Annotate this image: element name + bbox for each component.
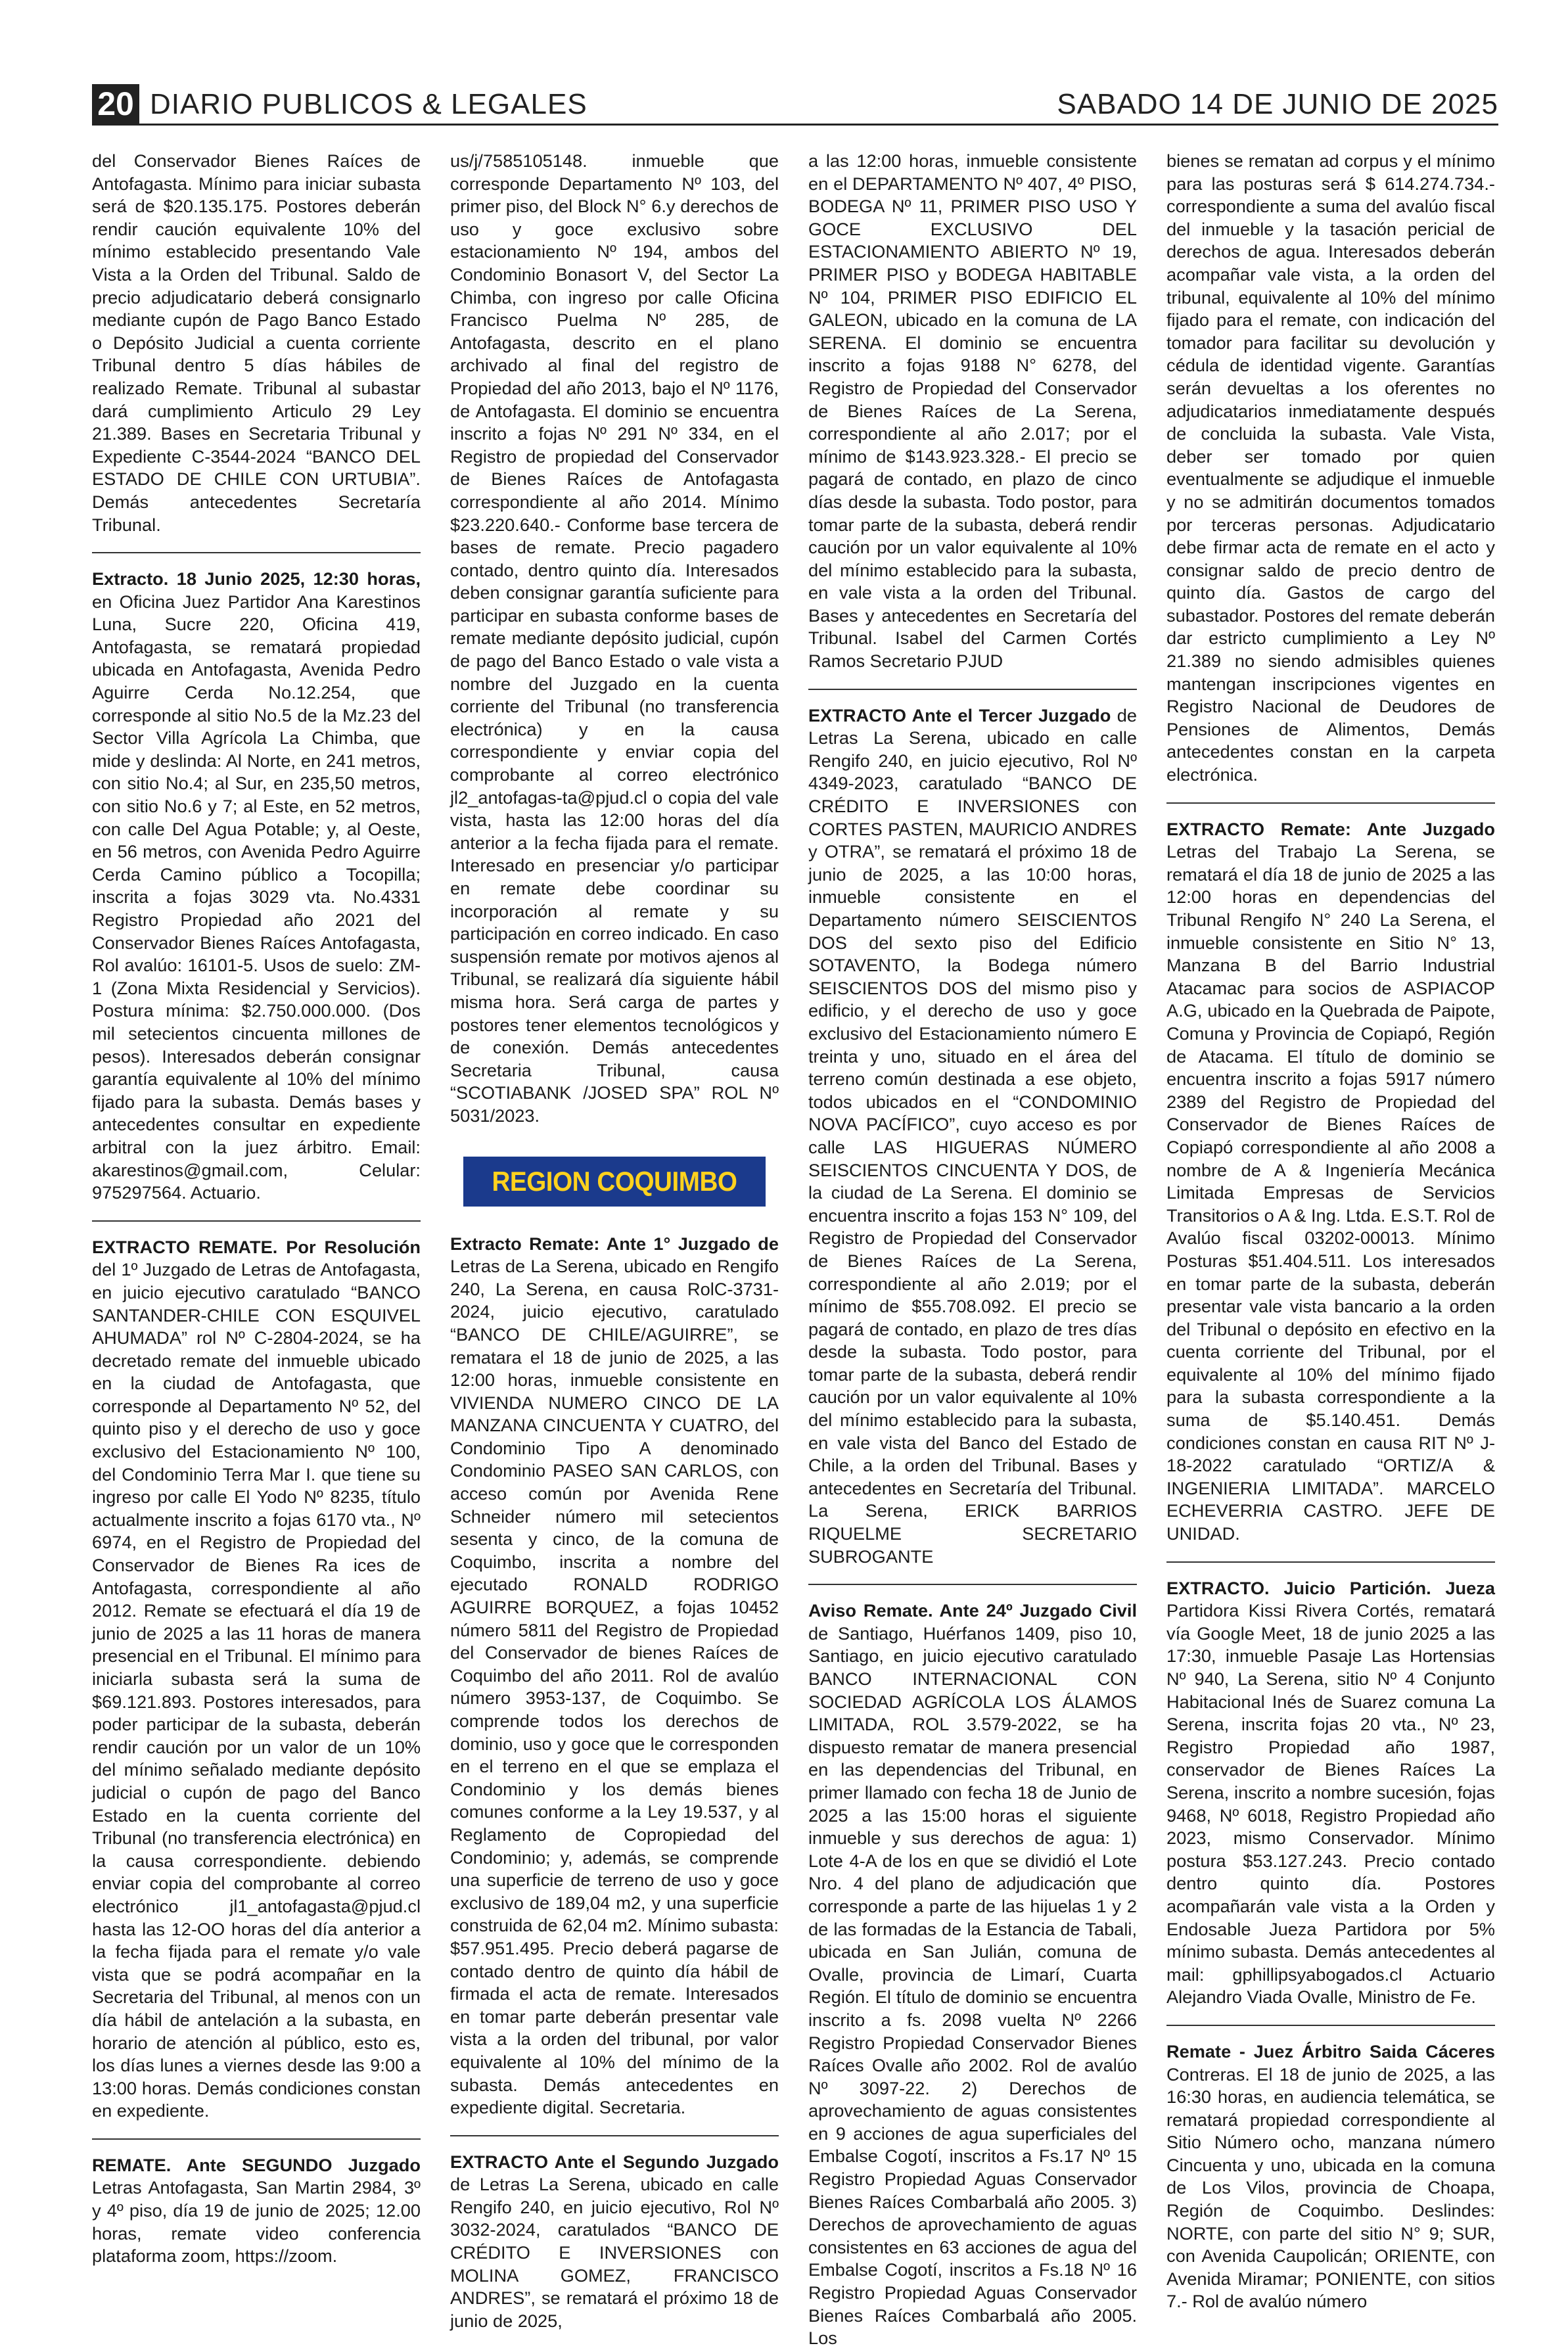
legal-notice: REMATE. Ante SEGUNDO Juzgado Letras Antofagasta, San Martin 2984, 3º y 4º piso, día 19 de junio de 2025; 12.00 horas, remate video conferencia plataforma zoom, https://zoom.	[92, 2154, 421, 2267]
legal-notice: a las 12:00 horas, inmueble consistente en el DEPARTAMENTO Nº 407, 4º PISO, BODEGA Nº 11, PRIMER PISO USO Y GOCE EXCLUSIVO DEL ESTACIONAMIENTO ABIERTO Nº 19, PRIMER PISO y BODEGA HABITABLE Nº 104, PRIMER PISO EDIFICIO EL GALEON, ubicado en la comuna de LA SERENA. El dominio se encuentra inscrito a fojas 9188 N° 6278, del Registro de Propiedad del Conservador de Bienes Raíces de La Serena, correspondiente al año 2.017; por el mínimo de $143.923.328.- El precio se pagará de contado, en plazo de cinco días desde la subasta. Todo postor, para tomar parte de la subasta, deberá rendir caución por un valor equivalente al 10% del mínimo establecido para la subasta, en vale vista a la orden del Tribunal. Bases y antecedentes en Secretaría del Tribunal. Isabel del Carmen Cortés Ramos Secretario PJUD	[808, 150, 1137, 672]
notice-divider	[92, 552, 421, 553]
region-banner: REGION COQUIMBO	[463, 1157, 766, 1207]
header-divider	[92, 124, 1498, 126]
notice-divider	[1166, 2025, 1495, 2026]
notice-heading: Extracto Remate: Ante 1° Juzgado de	[450, 1233, 779, 1254]
notice-heading: EXTRACTO Ante el Segundo Juzgado	[450, 2151, 779, 2172]
legal-notice: EXTRACTO REMATE. Por Resolución del 1º Juzgado de Letras de Antofagasta, en juicio ejecutivo caratulado “BANCO SANTANDER-CHILE CON ESQUIVEL AHUMADA” rol Nº C-2804-2024, se ha decretado remate del inmueble ubicado en la ciudad de Antofagasta, que corresponde al Departamento Nº 52, del quinto piso y el derecho de uso y goce exclusivo del Estacionamiento Nº 100, del Condominio Terra Mar I. que tiene su ingreso por calle El Yodo Nº 8235, título actualmente inscrito a fojas 6170 vta., Nº 6974, en el Registro de Propiedad del Conservador de Bienes Ra ices de Antofagasta, correspondiente al año 2012. Remate se efectuará el día 19 de junio de 2025 a las 11 horas de manera presencial en el Tribunal. El mínimo para iniciarla subasta será la suma de $69.121.893. Postores interesados, para poder participar de la subasta, deberán rendir caución por un valor de un 10% del mínimo señalado mediante depósito judicial o cupón de pago del Banco Estado en la cuenta corriente del Tribunal (no transferencia electrónica) en la causa correspondiente. debiendo enviar copia del comprobante al correo electrónico jl1_antofagasta@pjud.cl hasta las 12-OO horas del día anterior a la fecha fijada para el remate y/o vale vista que se podrá acompañar en la Secretaria del Tribunal, al menos con un día hábil de antelación a la subasta, en horario de atención al público, esto es, los días lunes a viernes desde las 9:00 a 13:00 horas. Demás condiciones constan en expediente.	[92, 1236, 421, 2121]
legal-notice: Aviso Remate. Ante 24º Juzgado Civil de Santiago, Huérfanos 1409, piso 10, Santiago, en juicio ejecutivo caratulado BANCO INTERNACIONAL CON SOCIEDAD AGRÍCOLA LOS ÁLAMOS LIMITADA, ROL 3.579-2022, se ha dispuesto rematar de manera presencial en las dependencias del Tribunal, en primer llamado con fecha 18 de Junio de 2025 a las 15:00 horas el siguiente inmueble y sus derechos de agua: 1) Lote 4-A de los en que se dividió el Lote Nro. 4 del plano de adjudicación que corresponde a parte de las hijuelas 1 y 2 de las formadas de la Estancia de Tabali, ubicada en San Julián, comuna de Ovalle, provincia de Limarí, Cuarta Región. El título de dominio se encuentra inscrito a fs. 2098 vuelta Nº 2266 Registro Propiedad Conservador Bienes Raíces Ovalle año 2002. Rol de avalúo Nº 3097-22. 2) Derechos de aprovechamiento de aguas consistentes en 9 acciones de agua superficiales del Embalse Cogotí, inscritos a Fs.17 Nº 15 Registro Propiedad Aguas Conservador Bienes Raíces Combarbalá año 2005. 3) Derechos de aprovechamiento de aguas consistentes en 63 acciones de agua del Embalse Cogotí, inscritos a Fs.18 Nº 16 Registro Propiedad Aguas Conservador Bienes Raíces Combarbalá año 2005. Los	[808, 1600, 1137, 2349]
notice-divider	[808, 1584, 1137, 1585]
legal-notice: Extracto. 18 Junio 2025, 12:30 horas, en Oficina Juez Partidor Ana Karestinos Luna, Sucre 220, Oficina 419, Antofagasta, se rematará propiedad ubicada en Antofagasta, Avenida Pedro Aguirre Cerda No.12.254, que corresponde al sitio No.5 de la Mz.23 del Sector Villa Agrícola La Chimba, que mide y deslinda: Al Norte, en 241 metros, con sitio No.4; al Sur, en 235,50 metros, con sitio No.6 y 7; al Este, en 52 metros, con calle Del Agua Potable; y, al Oeste, en 56 metros, con Avenida Pedro Aguirre Cerda Camino público a Tocopilla; inscrita a fojas 3029 vta. No.4331 Registro Propiedad año 2021 del Conservador Bienes Raíces Antofagasta, Rol avalúo: 16101-5. Usos de suelo: ZM-1 (Zona Mixta Residencial y Servicios). Postura mínima: $2.750.000.000. (Dos mil setecientos cincuenta millones de pesos). Interesados deberán consignar garantía equivalente al 10% del mínimo fijado para la subasta. Demás bases y antecedentes consultar en expediente arbitral con la juez árbitro. Email: akarestinos@gmail.com, Celular: 975297564. Actuario.	[92, 568, 421, 1203]
column-3	[808, 150, 1137, 2349]
column-4	[1166, 150, 1495, 2312]
notice-divider	[92, 1220, 421, 1222]
legal-notice: EXTRACTO Ante el Segundo Juzgado de Letras La Serena, ubicado en calle Rengifo 240, en juicio ejecutivo, Rol Nº 3032-2024, caratulados “BANCO DE CRÉDITO E INVERSIONES con MOLINA GOMEZ, FRANCISCO ANDRES”, se rematará el próximo 18 de junio de 2025,	[450, 2151, 779, 2331]
legal-notice: Remate - Juez Árbitro Saida Cáceres Contreras. El 18 de junio de 2025, a las 16:30 horas, en audiencia telemática, se rematará propiedad correspondiente al Sitio Número ocho, manzana número Cincuenta y uno, ubicada en la comuna de Los Vilos, provincia de Choapa, Región de Coquimbo. Deslindes: NORTE, con parte del sitio N° 9; SUR, con Avenida Caupolicán; ORIENTE, con Avenida Miramar; PONIENTE, con sitios 7.- Rol de avalúo número	[1166, 2040, 1495, 2312]
notice-heading: REMATE. Ante SEGUNDO Juzgado	[92, 2154, 421, 2175]
legal-notice: us/j/7585105148. inmueble que corresponde Departamento Nº 103, del primer piso, del Block N° 6.y derechos de uso y goce exclusivo sobre estacionamiento Nº 194, ambos del Condominio Bonasort V, del Sector La Chimba, con ingreso por calle Oficina Francisco Puelma Nº 285, de Antofagasta, descrito en el plano archivado al final del registro de Propiedad del año 2013, bajo el Nº 1176, de Antofagasta. El dominio se encuentra inscrito a fojas Nº 291 Nº 334, en el Registro de propiedad del Conservador de Bienes Raíces de Antofagasta correspondiente al año 2014. Mínimo $23.220.640.- Conforme base tercera de bases de remate. Precio pagadero contado, dentro quinto día. Interesados deben consignar garantía suficiente para participar en subasta conforme bases de remate mediante depósito judicial, cupón de pago del Banco Estado o vale vista a nombre del Juzgado en la cuenta corriente del Tribunal (no transferencia electrónica) y en la causa correspondiente y enviar copia del comprobante al correo electrónico jl2_antofagas-ta@pjud.cl o copia del vale vista, hasta las 12:00 horas del día anterior a la fecha fijada para el remate. Interesado en presenciar y/o participar en remate debe coordinar su incorporación al remate y su participación en correo indicado. En caso suspensión remate por motivos ajenos al Tribunal, se realizará día siguiente hábil misma hora. Será carga de partes y postores tener elementos tecnológicos y de conexión. Demás antecedentes Secretaria Tribunal, causa “SCOTIABANK /JOSED SPA” ROL Nº 5031/2023.	[450, 150, 779, 1126]
column-2	[450, 150, 779, 2331]
notice-heading: Extracto. 18 Junio 2025, 12:30 horas,	[92, 568, 421, 589]
column-1	[92, 150, 421, 2286]
notice-heading: Remate - Juez Árbitro Saida Cáceres	[1166, 2040, 1495, 2062]
publication-date: SABADO 14 DE JUNIO DE 2025	[1057, 88, 1498, 120]
notice-heading: EXTRACTO. Juicio Partición. Jueza	[1166, 1577, 1495, 1598]
notice-divider	[808, 689, 1137, 690]
page-number: 20	[92, 84, 139, 124]
notice-divider	[92, 2138, 421, 2140]
notice-divider	[450, 2135, 779, 2136]
notice-heading: Aviso Remate. Ante 24º Juzgado Civil	[808, 1600, 1137, 1621]
notice-divider	[1166, 802, 1495, 804]
legal-notice: bienes se rematan ad corpus y el mínimo para las posturas será $ 614.274.734.- correspondiente a suma del avalúo fiscal del inmueble y la tasación pericial de derechos de agua. Interesados deberán acompañar vale vista, a la orden del tribunal, equivalente al 10% del mínimo fijado para el remate, con indicación del tomador para facilitar su devolución y cédula de identidad vigente. Garantías serán devueltas a los oferentes no adjudicatarios inmediatamente después de concluida la subasta. Vale Vista, deber ser tomado por quien eventualmente se adjudique el inmueble y no se admitirán documentos tomados por terceras personas. Adjudicatario debe firmar acta de remate en el acto y consignar saldo de precio dentro de quinto día. Gastos de cargo del subastador. Postores del remate deberán dar estricto cumplimiento a Ley Nº 21.389 no siendo admisibles quienes mantengan inscripciones vigentes en Registro Nacional de Deudores de Pensiones de Alimentos, Demás antecedentes constan en la carpeta electrónica.	[1166, 150, 1495, 785]
notice-divider	[1166, 1561, 1495, 1563]
legal-notice: EXTRACTO. Juicio Partición. Jueza Partidora Kissi Rivera Cortés, rematará vía Google Meet, 18 de junio 2025 a las 17:30, inmueble Pasaje Las Hortensias Nº 940, La Serena, sitio Nº 4 Conjunto Habitacional Inés de Suarez comuna La Serena, inscrita fojas 20 vta., Nº 23, Registro Propiedad año 1987, conservador de Bienes Raíces La Serena, inscrito a nombre sucesión, fojas 9468, Nº 6018, Registro Propiedad año 2023, mismo Conservador. Mínimo postura $53.127.243. Precio contado dentro quinto día. Postores acompañarán vale vista a la Orden y Endosable Jueza Partidora por 5% mínimo subasta. Demás antecedentes al mail: gphillipsyabogados.cl Actuario Alejandro Viada Ovalle, Ministro de Fe.	[1166, 1577, 1495, 2008]
publication-title: DIARIO PUBLICOS & LEGALES	[150, 88, 588, 120]
notice-heading: EXTRACTO Remate: Ante Juzgado	[1166, 818, 1495, 839]
legal-notice: del Conservador Bienes Raíces de Antofagasta. Mínimo para iniciar subasta será de $20.135.175. Postores deberán rendir caución equivalente 10% del mínimo establecido presentando Vale Vista a la Orden del Tribunal. Saldo de precio adjudicatario deberá consignarlo mediante cupón de Pago Banco Estado o Depósito Judicial a cuenta corriente Tribunal dentro 5 días hábiles de realizado Remate. Tribunal al subastar dará cumplimiento Articulo 29 Ley 21.389. Bases en Secretaria Tribunal y Expediente C-3544-2024 “BANCO DEL ESTADO DE CHILE CON URTUBIA”. Demás antecedentes Secretaría Tribunal.	[92, 150, 421, 535]
legal-notice: EXTRACTO Remate: Ante Juzgado Letras del Trabajo La Serena, se rematará el día 18 de junio de 2025 a las 12:00 horas en dependencias del Tribunal Rengifo N° 240 La Serena, el inmueble consistente en Sitio N° 13, Manzana B del Barrio Industrial Atacamac para socios de ASPIACOP A.G, ubicado en la Quebrada de Paipote, Comuna y Provincia de Copiapó, Región de Atacama. El título de dominio se encuentra inscrito a fojas 5917 número 2389 del Registro de Propiedad del Conservador de Bienes Raíces de Copiapó correspondiente al año 2008 a nombre de A & Ingeniería Mecánica Limitada Empresas de Servicios Transitorios o A & Ing. Ltda. E.S.T. Rol de Avalúo fiscal 03202-00013. Mínimo Posturas $51.404.511. Los interesados en tomar parte de la subasta, deberán presentar vale vista bancario a la orden del Tribunal o depósito en efectivo en la cuenta corriente del Tribunal, por el equivalente al 10% del mínimo fijado para la subasta correspondiente a la suma de $5.140.451. Demás condiciones constan en causa RIT Nº J-18-2022 caratulado “ORTIZ/A & INGENIERIA LIMITADA”. MARCELO ECHEVERRIA CASTRO. JEFE DE UNIDAD.	[1166, 818, 1495, 1544]
notice-heading: EXTRACTO Ante el Tercer Juzgado	[808, 704, 1111, 726]
legal-notice: Extracto Remate: Ante 1° Juzgado de Letras de La Serena, ubicado en Rengifo 240, La Serena, en causa RolC-3731-2024, juicio ejecutivo, caratulado “BANCO DE CHILE/AGUIRRE”, se rematara el 18 de junio de 2025, a las 12:00 horas, inmueble consistente en VIVIENDA NUMERO CINCO DE LA MANZANA CINCUENTA Y CUATRO, del Condominio Tipo A denominado Condominio PASEO SAN CARLOS, con acceso común por Avenida Rene Schneider número mil setecientos sesenta y cinco, de la comuna de Coquimbo, inscrita a nombre del ejecutado RONALD RODRIGO AGUIRRE BORQUEZ, a fojas 10452 número 5811 del Registro de Propiedad del Conservador de bienes Raíces de Coquimbo del año 2011. Rol de avalúo número 3953-137, de Coquimbo. Se comprende todos los derechos de dominio, uso y goce que le corresponden en el terreno en el que se emplaza el Condominio y los demás bienes comunes conforme a la Ley 19.537, y al Reglamento de Copropiedad del Condominio; y, además, se comprende una superficie de terreno de uso y goce exclusivo de 189,04 m2, y una superficie construida de 62,04 m2. Mínimo subasta: $57.951.495. Precio deberá pagarse de contado dentro de quinto día hábil de firmada el acta de remate. Interesados en tomar parte deberán presentar vale vista a la orden del tribunal, por valor equivalente al 10% del mínimo de la subasta. Demás antecedentes en expediente digital. Secretaria.	[450, 1233, 779, 2118]
legal-notice: EXTRACTO Ante el Tercer Juzgado de Letras La Serena, ubicado en calle Rengifo 240, en juicio ejecutivo, Rol Nº 4349-2023, caratulado “BANCO DE CRÉDITO E INVERSIONES con CORTES PASTEN, MAURICIO ANDRES y OTRA”, se rematará el próximo 18 de junio de 2025, a las 10:00 horas, inmueble consistente en el Departamento número SEISCIENTOS DOS del sexto piso del Edificio SOTAVENTO, la Bodega número SEISCIENTOS DOS del mismo piso y edificio, y el derecho de uso y goce exclusivo del Estacionamiento número E treinta y uno, situado en el área del terreno común destinada a ese objeto, todos ubicados en el “CONDOMINIO NOVA PACÍFICO”, cuyo acceso es por calle LAS HIGUERAS NÚMERO SEISCIENTOS CINCUENTA Y DOS, de la ciudad de La Serena. El dominio se encuentra inscrito a fojas 153 N° 109, del Registro de Propiedad del Conservador de Bienes Raíces de La Serena, correspondiente al año 2.019; por el mínimo de $55.708.092. El precio se pagará de contado, en plazo de tres días desde la subasta. Todo postor, para tomar parte de la subasta, deberá rendir caución por un valor equivalente al 10% del mínimo establecido para la subasta, en vale vista del Banco del Estado de Chile, a la orden del Tribunal. Bases y antecedentes en Secretaría del Tribunal. La Serena, ERICK BARRIOS RIQUELME SECRETARIO SUBROGANTE	[808, 704, 1137, 1567]
page-header	[92, 84, 1498, 122]
notice-heading: EXTRACTO REMATE. Por Resolución	[92, 1236, 421, 1257]
